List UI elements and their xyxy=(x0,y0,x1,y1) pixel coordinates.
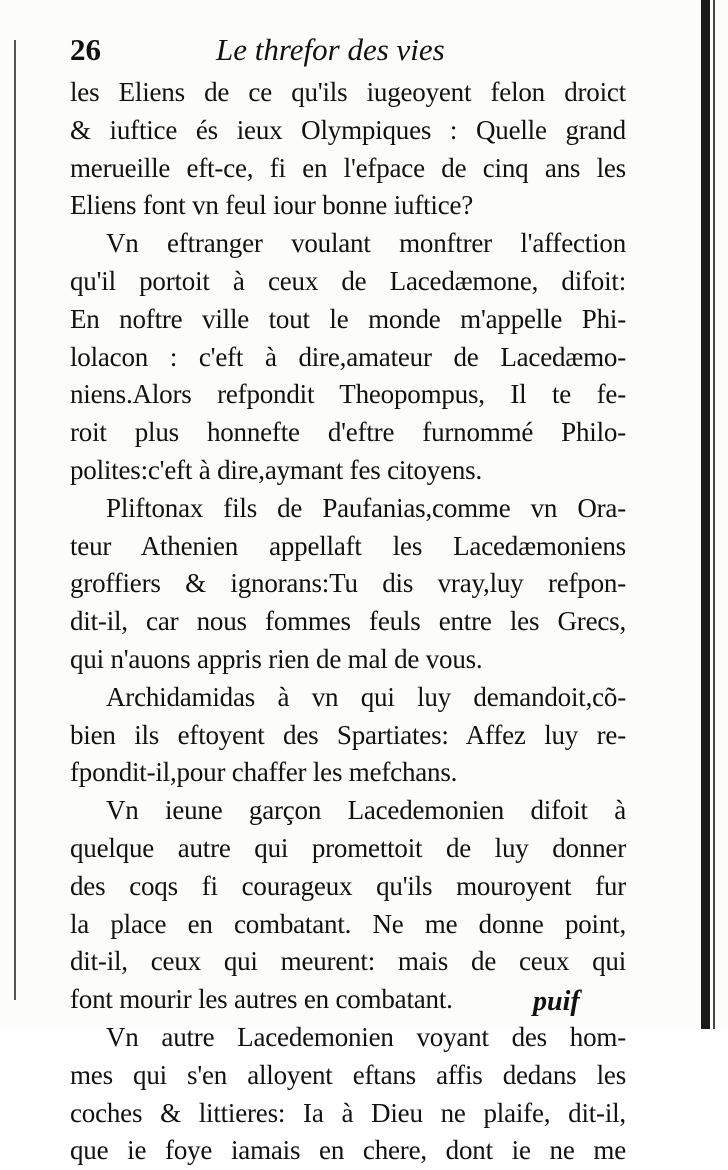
text-line: Eliens font vn feul iour bonne iuftice? xyxy=(70,190,474,221)
text-line: merueille eft-ce, fi en l'efpace de cinq ans les xyxy=(70,152,626,183)
text-line: Archidamidas à vn qui luy demandoit,cõ- xyxy=(106,681,626,712)
text-line: les Eliens de ce qu'ils iugeoyent felon droict xyxy=(70,77,626,107)
text-line: qu'il portoit à ceux de Lacedæmone, difoit: xyxy=(70,265,626,296)
text-line: dit-il, ceux qui meurent: mais de ceux qui xyxy=(70,946,626,977)
text-line: Pliftonax fils de Paufanias,comme vn Ora- xyxy=(106,492,626,523)
text-line: bien ils eftoyent des Spartiates: Affez luy re- xyxy=(70,719,626,750)
page-number: 26 xyxy=(70,32,101,67)
text-line: des coqs fi courageux qu'ils mouroyent fur xyxy=(70,870,626,901)
text-line: coches & littieres: Ia à Dieu ne plaife, dit-il, xyxy=(70,1097,626,1128)
page-edge-left xyxy=(14,40,16,1000)
text-line: polites:c'eft à dire,aymant fes citoyens. xyxy=(70,454,483,485)
text-line: Vn ieune garçon Lacedemonien difoit à xyxy=(106,795,626,826)
text-line: quelque autre qui promettoit de luy donner xyxy=(70,832,626,863)
text-line: fpondit-il,pour chaffer les mefchans. xyxy=(70,757,458,788)
text-line: qui n'auons appris rien de mal de vous. xyxy=(70,643,483,674)
text-line: la place en combatant. Ne me donne point, xyxy=(70,908,626,939)
text-line: lolacon : c'eft à dire,amateur de Lacedæmo- xyxy=(70,341,626,372)
page-header xyxy=(70,30,630,70)
text-line: & iuftice és ieux Olympiques : Quelle grand xyxy=(70,114,626,145)
text-line: teur Athenien appellaft les Lacedæmoniens xyxy=(70,530,626,561)
text-line: Vn eftranger voulant monftrer l'affection xyxy=(106,228,626,259)
text-line: roit plus honnefte d'eftre furnommé Philo- xyxy=(70,417,626,448)
text-line: font mourir les autres en combatant. xyxy=(70,984,453,1015)
catchword: puif xyxy=(533,986,580,1017)
text-line: que ie foye iamais en chere, dont ie ne me xyxy=(70,1135,626,1166)
text-line: dit-il, car nous fommes feuls entre les Grecs, xyxy=(70,606,626,637)
text-line: Vn autre Lacedemonien voyant des hom- xyxy=(106,1021,626,1052)
text-line: mes qui s'en alloyent eftans affis dedans les xyxy=(70,1059,626,1090)
text-line: En noftre ville tout le monde m'appelle Phi- xyxy=(70,303,626,334)
text-line: niens.Alors refpondit Theopompus, Il te fe- xyxy=(70,379,626,410)
page-edge-right xyxy=(701,0,710,1029)
text-line: groffiers & ignorans:Tu dis vray,luy refpon- xyxy=(70,568,626,599)
running-title: Le threfor des vies xyxy=(216,32,445,67)
